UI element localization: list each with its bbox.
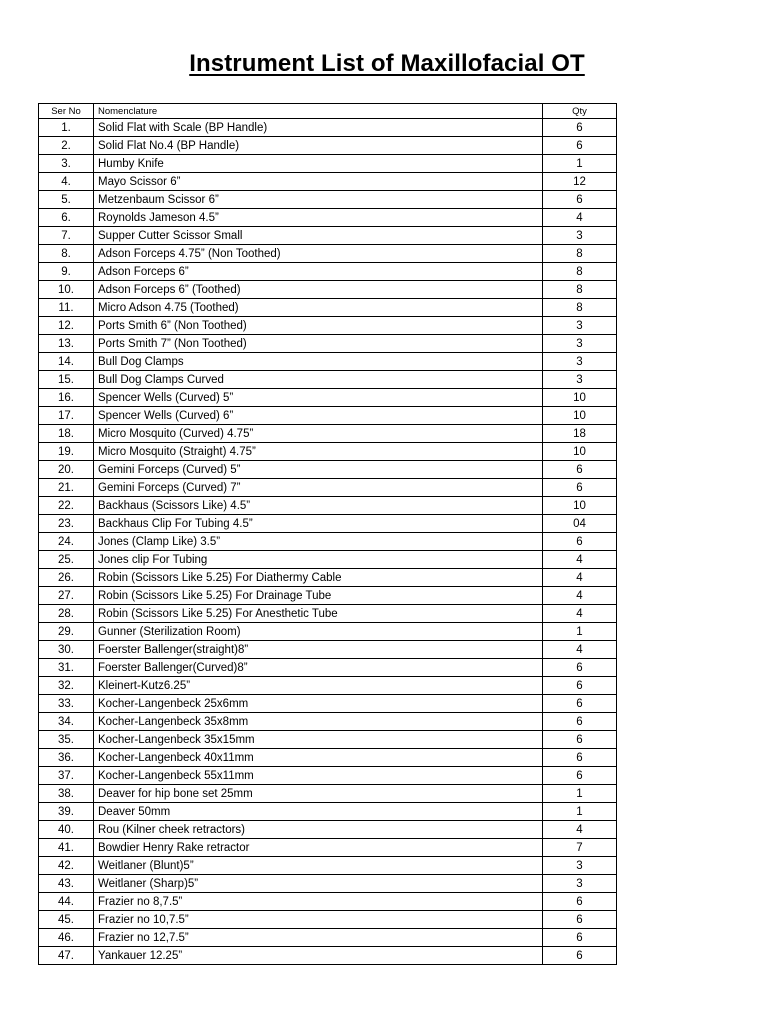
ser-no-cell: 32. <box>39 677 94 695</box>
ser-no-cell: 9. <box>39 263 94 281</box>
qty-cell: 10 <box>543 497 617 515</box>
table-row <box>39 713 617 731</box>
ser-no-cell: 42. <box>39 857 94 875</box>
table-row <box>39 173 617 191</box>
nomenclature-cell: Micro Mosquito (Straight) 4.75” <box>94 443 543 461</box>
nomenclature-cell: Jones (Clamp Like) 3.5” <box>94 533 543 551</box>
nomenclature-cell: Gemini Forceps (Curved) 7” <box>94 479 543 497</box>
table-row <box>39 335 617 353</box>
nomenclature-cell: Rou (Kilner cheek retractors) <box>94 821 543 839</box>
ser-no-cell: 38. <box>39 785 94 803</box>
nomenclature-cell: Backhaus (Scissors Like) 4.5” <box>94 497 543 515</box>
nomenclature-cell: Bull Dog Clamps Curved <box>94 371 543 389</box>
nomenclature-cell: Adson Forceps 6” (Toothed) <box>94 281 543 299</box>
table-row <box>39 425 617 443</box>
table-row <box>39 911 617 929</box>
qty-cell: 4 <box>543 821 617 839</box>
qty-cell: 6 <box>543 137 617 155</box>
table-row <box>39 407 617 425</box>
page-title: Instrument List of Maxillofacial OT <box>189 50 585 77</box>
nomenclature-cell: Adson Forceps 4.75” (Non Toothed) <box>94 245 543 263</box>
ser-no-cell: 20. <box>39 461 94 479</box>
nomenclature-cell: Kocher-Langenbeck 35x15mm <box>94 731 543 749</box>
instrument-table <box>38 103 617 965</box>
ser-no-cell: 27. <box>39 587 94 605</box>
ser-no-cell: 11. <box>39 299 94 317</box>
qty-cell: 1 <box>543 785 617 803</box>
nomenclature-cell: Supper Cutter Scissor Small <box>94 227 543 245</box>
qty-cell: 6 <box>543 191 617 209</box>
ser-no-cell: 23. <box>39 515 94 533</box>
qty-cell: 3 <box>543 875 617 893</box>
qty-cell: 6 <box>543 695 617 713</box>
table-row <box>39 281 617 299</box>
ser-no-cell: 13. <box>39 335 94 353</box>
ser-no-cell: 15. <box>39 371 94 389</box>
nomenclature-cell: Foerster Ballenger(straight)8” <box>94 641 543 659</box>
nomenclature-cell: Kocher-Langenbeck 40x11mm <box>94 749 543 767</box>
qty-cell: 4 <box>543 641 617 659</box>
qty-cell: 1 <box>543 803 617 821</box>
nomenclature-cell: Humby Knife <box>94 155 543 173</box>
ser-no-cell: 16. <box>39 389 94 407</box>
qty-cell: 4 <box>543 551 617 569</box>
ser-no-cell: 28. <box>39 605 94 623</box>
nomenclature-cell: Adson Forceps 6” <box>94 263 543 281</box>
table-row <box>39 749 617 767</box>
nomenclature-cell: Robin (Scissors Like 5.25) For Diathermy Cable <box>94 569 543 587</box>
nomenclature-cell: Micro Mosquito (Curved) 4.75” <box>94 425 543 443</box>
header-qty: Qty <box>543 104 617 119</box>
table-row <box>39 479 617 497</box>
nomenclature-cell: Kleinert-Kutz6.25” <box>94 677 543 695</box>
table-row <box>39 605 617 623</box>
qty-cell: 6 <box>543 713 617 731</box>
nomenclature-cell: Weitlaner (Sharp)5” <box>94 875 543 893</box>
qty-cell: 3 <box>543 353 617 371</box>
nomenclature-cell: Frazier no 12,7.5” <box>94 929 543 947</box>
ser-no-cell: 12. <box>39 317 94 335</box>
ser-no-cell: 1. <box>39 119 94 137</box>
nomenclature-cell: Bowdier Henry Rake retractor <box>94 839 543 857</box>
table-row <box>39 947 617 965</box>
ser-no-cell: 7. <box>39 227 94 245</box>
ser-no-cell: 18. <box>39 425 94 443</box>
qty-cell: 4 <box>543 569 617 587</box>
ser-no-cell: 41. <box>39 839 94 857</box>
table-row <box>39 875 617 893</box>
nomenclature-cell: Solid Flat with Scale (BP Handle) <box>94 119 543 137</box>
qty-cell: 4 <box>543 605 617 623</box>
table-row <box>39 677 617 695</box>
nomenclature-cell: Spencer Wells (Curved) 6” <box>94 407 543 425</box>
ser-no-cell: 25. <box>39 551 94 569</box>
nomenclature-cell: Robin (Scissors Like 5.25) For Drainage Tube <box>94 587 543 605</box>
table-row <box>39 821 617 839</box>
table-row <box>39 443 617 461</box>
table-header <box>39 104 617 119</box>
ser-no-cell: 34. <box>39 713 94 731</box>
table-row <box>39 371 617 389</box>
table-row <box>39 533 617 551</box>
table-row <box>39 695 617 713</box>
ser-no-cell: 19. <box>39 443 94 461</box>
qty-cell: 6 <box>543 677 617 695</box>
nomenclature-cell: Solid Flat No.4 (BP Handle) <box>94 137 543 155</box>
nomenclature-cell: Micro Adson 4.75 (Toothed) <box>94 299 543 317</box>
ser-no-cell: 2. <box>39 137 94 155</box>
nomenclature-cell: Kocher-Langenbeck 55x11mm <box>94 767 543 785</box>
ser-no-cell: 17. <box>39 407 94 425</box>
qty-cell: 6 <box>543 929 617 947</box>
nomenclature-cell: Metzenbaum Scissor 6” <box>94 191 543 209</box>
qty-cell: 8 <box>543 245 617 263</box>
qty-cell: 3 <box>543 335 617 353</box>
qty-cell: 6 <box>543 749 617 767</box>
table-row <box>39 389 617 407</box>
table-row <box>39 119 617 137</box>
qty-cell: 7 <box>543 839 617 857</box>
table-row <box>39 839 617 857</box>
ser-no-cell: 10. <box>39 281 94 299</box>
nomenclature-cell: Spencer Wells (Curved) 5” <box>94 389 543 407</box>
nomenclature-cell: Kocher-Langenbeck 25x6mm <box>94 695 543 713</box>
ser-no-cell: 37. <box>39 767 94 785</box>
table-row <box>39 515 617 533</box>
qty-cell: 1 <box>543 155 617 173</box>
ser-no-cell: 22. <box>39 497 94 515</box>
table-row <box>39 803 617 821</box>
nomenclature-cell: Ports Smith 7” (Non Toothed) <box>94 335 543 353</box>
qty-cell: 6 <box>543 659 617 677</box>
qty-cell: 8 <box>543 281 617 299</box>
ser-no-cell: 39. <box>39 803 94 821</box>
ser-no-cell: 5. <box>39 191 94 209</box>
qty-cell: 8 <box>543 299 617 317</box>
qty-cell: 8 <box>543 263 617 281</box>
ser-no-cell: 31. <box>39 659 94 677</box>
ser-no-cell: 36. <box>39 749 94 767</box>
ser-no-cell: 4. <box>39 173 94 191</box>
table-row <box>39 893 617 911</box>
qty-cell: 6 <box>543 461 617 479</box>
table-body <box>39 119 617 965</box>
table-row <box>39 209 617 227</box>
ser-no-cell: 29. <box>39 623 94 641</box>
qty-cell: 6 <box>543 893 617 911</box>
table-row <box>39 299 617 317</box>
qty-cell: 3 <box>543 227 617 245</box>
ser-no-cell: 40. <box>39 821 94 839</box>
qty-cell: 12 <box>543 173 617 191</box>
nomenclature-cell: Kocher-Langenbeck 35x8mm <box>94 713 543 731</box>
table-row <box>39 263 617 281</box>
qty-cell: 18 <box>543 425 617 443</box>
qty-cell: 04 <box>543 515 617 533</box>
nomenclature-cell: Ports Smith 6” (Non Toothed) <box>94 317 543 335</box>
nomenclature-cell: Yankauer 12.25” <box>94 947 543 965</box>
qty-cell: 3 <box>543 857 617 875</box>
qty-cell: 6 <box>543 533 617 551</box>
table-row <box>39 929 617 947</box>
qty-cell: 6 <box>543 119 617 137</box>
qty-cell: 10 <box>543 389 617 407</box>
nomenclature-cell: Frazier no 10,7.5” <box>94 911 543 929</box>
qty-cell: 6 <box>543 731 617 749</box>
table-row <box>39 857 617 875</box>
qty-cell: 10 <box>543 443 617 461</box>
ser-no-cell: 43. <box>39 875 94 893</box>
table-row <box>39 227 617 245</box>
qty-cell: 6 <box>543 767 617 785</box>
ser-no-cell: 3. <box>39 155 94 173</box>
table-row <box>39 461 617 479</box>
nomenclature-cell: Backhaus Clip For Tubing 4.5” <box>94 515 543 533</box>
qty-cell: 3 <box>543 317 617 335</box>
nomenclature-cell: Jones clip For Tubing <box>94 551 543 569</box>
qty-cell: 3 <box>543 371 617 389</box>
nomenclature-cell: Frazier no 8,7.5” <box>94 893 543 911</box>
ser-no-cell: 21. <box>39 479 94 497</box>
header-ser-no: Ser No <box>39 104 94 119</box>
nomenclature-cell: Deaver 50mm <box>94 803 543 821</box>
nomenclature-cell: Mayo Scissor 6” <box>94 173 543 191</box>
table-row <box>39 245 617 263</box>
table-row <box>39 191 617 209</box>
nomenclature-cell: Foerster Ballenger(Curved)8” <box>94 659 543 677</box>
ser-no-cell: 26. <box>39 569 94 587</box>
ser-no-cell: 47. <box>39 947 94 965</box>
qty-cell: 4 <box>543 587 617 605</box>
table-row <box>39 587 617 605</box>
nomenclature-cell: Bull Dog Clamps <box>94 353 543 371</box>
nomenclature-cell: Gemini Forceps (Curved) 5” <box>94 461 543 479</box>
header-row <box>39 104 617 119</box>
header-nomenclature: Nomenclature <box>94 104 543 119</box>
qty-cell: 1 <box>543 623 617 641</box>
table-row <box>39 659 617 677</box>
ser-no-cell: 6. <box>39 209 94 227</box>
nomenclature-cell: Robin (Scissors Like 5.25) For Anesthetic Tube <box>94 605 543 623</box>
table-row <box>39 551 617 569</box>
nomenclature-cell: Weitlaner (Blunt)5” <box>94 857 543 875</box>
ser-no-cell: 33. <box>39 695 94 713</box>
qty-cell: 6 <box>543 911 617 929</box>
table-row <box>39 569 617 587</box>
table-row <box>39 353 617 371</box>
ser-no-cell: 45. <box>39 911 94 929</box>
ser-no-cell: 8. <box>39 245 94 263</box>
ser-no-cell: 14. <box>39 353 94 371</box>
qty-cell: 10 <box>543 407 617 425</box>
qty-cell: 6 <box>543 947 617 965</box>
table-row <box>39 767 617 785</box>
table-row <box>39 137 617 155</box>
table-row <box>39 155 617 173</box>
ser-no-cell: 30. <box>39 641 94 659</box>
ser-no-cell: 44. <box>39 893 94 911</box>
table-row <box>39 785 617 803</box>
table-row <box>39 731 617 749</box>
table-row <box>39 497 617 515</box>
qty-cell: 6 <box>543 479 617 497</box>
qty-cell: 4 <box>543 209 617 227</box>
table-row <box>39 641 617 659</box>
nomenclature-cell: Gunner (Sterilization Room) <box>94 623 543 641</box>
ser-no-cell: 46. <box>39 929 94 947</box>
nomenclature-cell: Deaver for hip bone set 25mm <box>94 785 543 803</box>
table-row <box>39 317 617 335</box>
table-row <box>39 623 617 641</box>
ser-no-cell: 35. <box>39 731 94 749</box>
nomenclature-cell: Roynolds Jameson 4.5” <box>94 209 543 227</box>
ser-no-cell: 24. <box>39 533 94 551</box>
